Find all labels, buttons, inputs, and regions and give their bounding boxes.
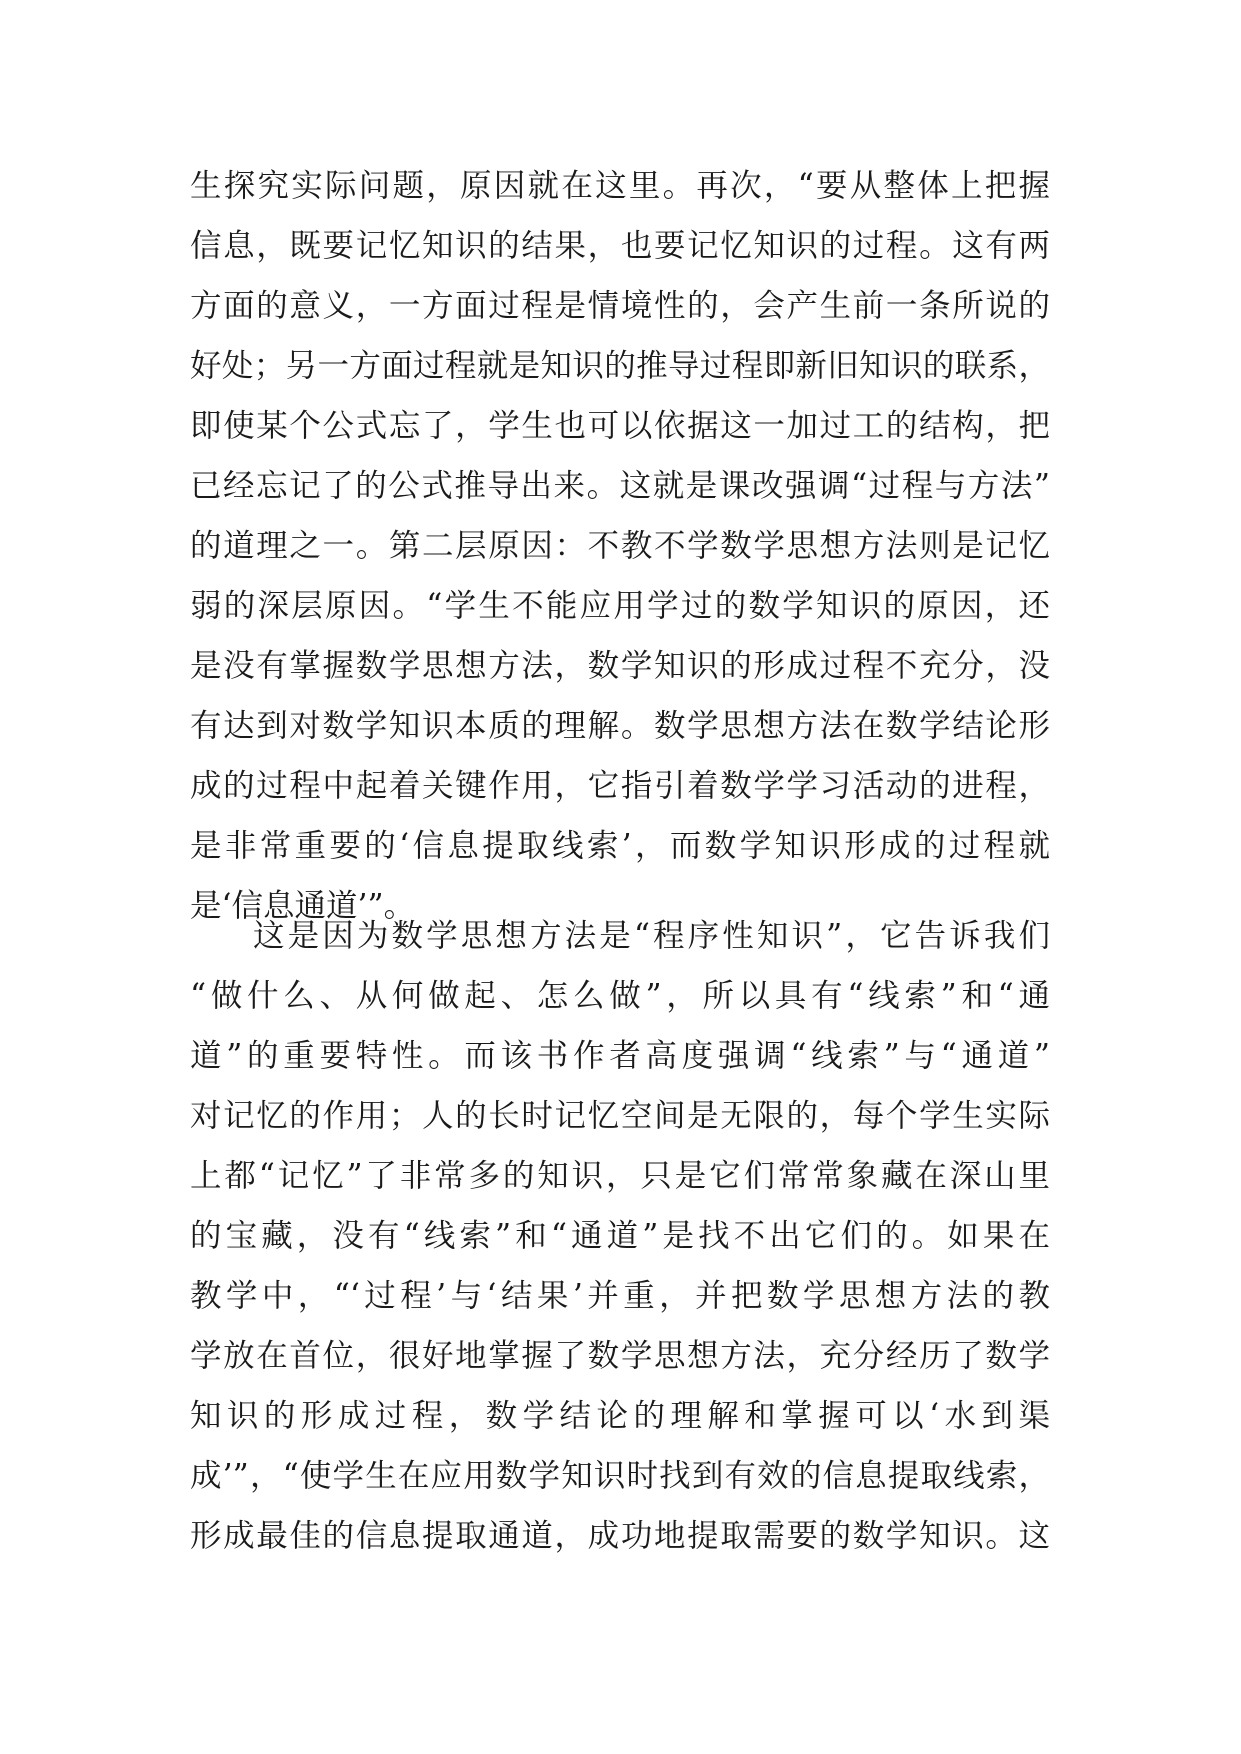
text-line: 弱的深层原因。“学生不能应用学过的数学知识的原因，还 bbox=[190, 588, 1050, 624]
text-line: 成的过程中起着关键作用，它指引着数学学习活动的进程， bbox=[190, 768, 1050, 804]
text-line: 道”的重要特性。而该书作者高度强调“线索”与“通道” bbox=[190, 1038, 1050, 1074]
text-line: 有达到对数学知识本质的理解。数学思想方法在数学结论形 bbox=[190, 708, 1050, 744]
text-line: 已经忘记了的公式推导出来。这就是课改强调“过程与方法” bbox=[190, 468, 1050, 504]
text-line: 成’”，“使学生在应用数学知识时找到有效的信息提取线索， bbox=[190, 1458, 1050, 1494]
text-line: 对记忆的作用；人的长时记忆空间是无限的，每个学生实际 bbox=[190, 1098, 1050, 1134]
text-line: 即使某个公式忘了，学生也可以依据这一加过工的结构，把 bbox=[190, 408, 1050, 444]
paragraph-2 bbox=[190, 906, 1050, 1566]
text-line: 知识的形成过程，数学结论的理解和掌握可以‘水到渠 bbox=[190, 1398, 1050, 1434]
text-line: 的宝藏，没有“线索”和“通道”是找不出它们的。如果在 bbox=[190, 1218, 1050, 1254]
text-line: 信息，既要记忆知识的结果，也要记忆知识的过程。这有两 bbox=[190, 228, 1050, 264]
text-line: 是非常重要的‘信息提取线索’，而数学知识形成的过程就 bbox=[190, 828, 1050, 864]
text-line: 是没有掌握数学思想方法，数学知识的形成过程不充分，没 bbox=[190, 648, 1050, 684]
text-line: 形成最佳的信息提取通道，成功地提取需要的数学知识。这 bbox=[190, 1518, 1050, 1554]
paragraph-1 bbox=[190, 156, 1050, 936]
text-line: 这是因为数学思想方法是“程序性知识”，它告诉我们 bbox=[253, 918, 1050, 954]
text-line: 生探究实际问题，原因就在这里。再次，“要从整体上把握 bbox=[190, 168, 1050, 204]
text-line: 是‘信息通道’”。 bbox=[190, 888, 416, 924]
text-line: 的道理之一。第二层原因：不教不学数学思想方法则是记忆 bbox=[190, 528, 1050, 564]
text-line: 教学中，“‘过程’与‘结果’并重，并把数学思想方法的教 bbox=[190, 1278, 1050, 1314]
text-line: 学放在首位，很好地掌握了数学思想方法，充分经历了数学 bbox=[190, 1338, 1050, 1374]
text-line: 方面的意义，一方面过程是情境性的，会产生前一条所说的 bbox=[190, 288, 1050, 324]
text-line: 好处；另一方面过程就是知识的推导过程即新旧知识的联系， bbox=[190, 348, 1050, 384]
text-line: “做什么、从何做起、怎么做”，所以具有“线索”和“通 bbox=[190, 978, 1050, 1014]
text-line: 上都“记忆”了非常多的知识，只是它们常常象藏在深山里 bbox=[190, 1158, 1050, 1194]
